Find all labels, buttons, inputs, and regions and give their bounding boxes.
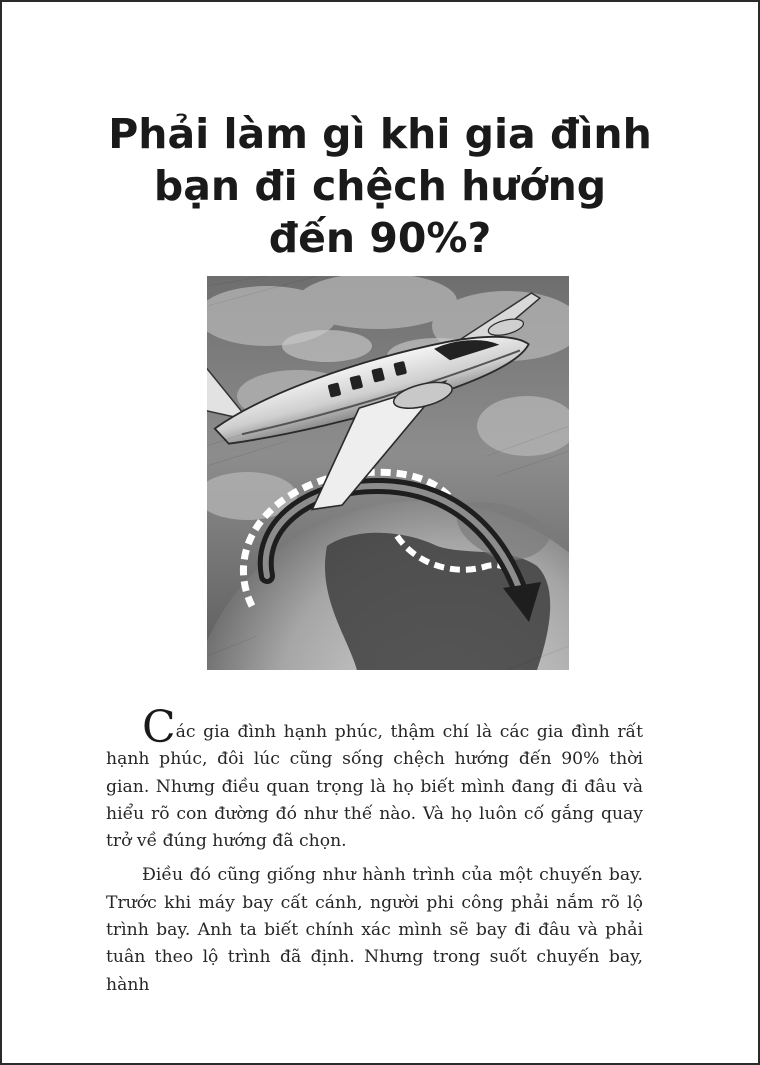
body-text xyxy=(106,702,643,1006)
chapter-title xyxy=(62,108,698,264)
chapter-title-line-3: đến 90%? xyxy=(268,214,492,262)
chapter-title-line-1: Phải làm gì khi gia đình xyxy=(108,110,652,158)
paragraph-1 xyxy=(106,702,643,855)
drop-cap: C xyxy=(142,702,176,753)
paragraph-2: Điều đó cũng giống như hành trình của một chuyến bay. Trước khi máy bay cất cánh, người phi công phải nắm rõ lộ trình bay. Anh ta biết chính xác mình sẽ bay đi đâu và phải tuân theo lộ trình đã định. Nhưng trong suốt chuyến bay, hành xyxy=(106,865,643,995)
paragraph-1-text: ác gia đình hạnh phúc, thậm chí là các gia đình rất hạnh phúc, đôi lúc cũng sống chệch hướng đến 90% thời gian. Nhưng điều quan trọng là họ biết mình đang đi đâu và hiểu rõ con đường đó như thế nào. Và họ luôn cố gắng quay trở về đúng hướng đã chọn. xyxy=(106,722,643,852)
airplane-over-globe-icon xyxy=(207,276,569,670)
chapter-title-line-2: bạn đi chệch hướng xyxy=(153,162,607,210)
